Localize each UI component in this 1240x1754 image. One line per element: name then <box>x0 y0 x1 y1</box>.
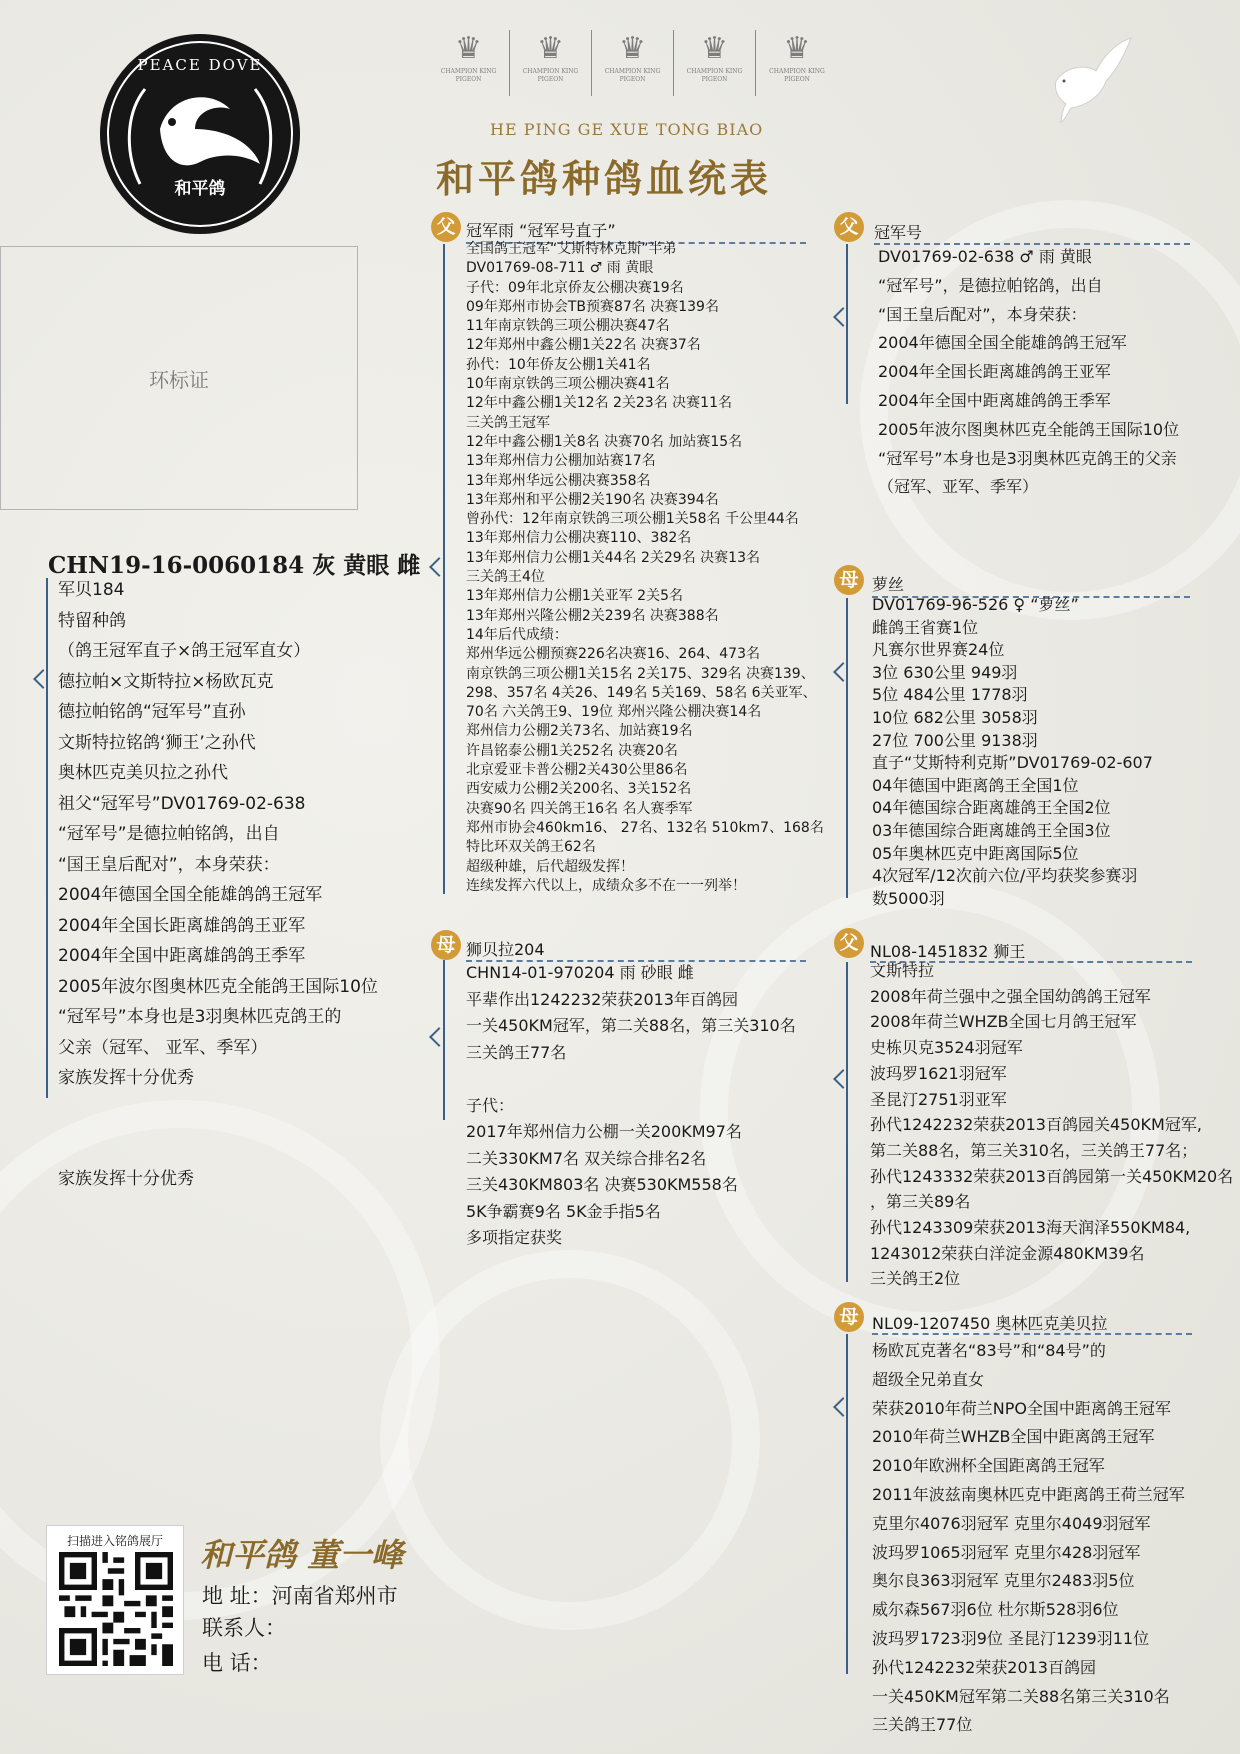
dam-sire-line: 1243012荣获白洋淀金源480KM39名 <box>870 1243 1145 1263</box>
sire-line: 三关鸽王冠军 <box>466 414 550 431</box>
sire-line: 13年郑州兴隆公棚2关239名 决赛388名 <box>466 607 719 624</box>
dam-dam-details <box>872 1337 1185 1740</box>
sire-dam-line: 直子“艾斯特利克斯”DV01769-02-607 <box>872 753 1153 773</box>
sire-dam-line: 雌鸽王省赛1位 <box>872 617 979 637</box>
crown-emblem <box>592 30 674 96</box>
dam-dam-line: 2010年荷兰WHZB全国中距离鸽王冠军 <box>872 1427 1155 1447</box>
dam-dam-line: 波玛罗1065羽冠军 克里尔428羽冠军 <box>872 1542 1141 1562</box>
subject-line: 2005年波尔图奥林匹克全能鸽王国际10位 <box>58 976 378 997</box>
dam-line: 三关鸽王77名 <box>466 1042 567 1062</box>
contact-person: 联系人： <box>202 1616 286 1640</box>
subject-line: 2004年德国全国全能雄鸽鸽王冠军 <box>58 885 323 905</box>
sire-line: 13年郑州信力公棚1关亚军 2关5名 <box>466 588 683 605</box>
sire-line: 全国鸽王冠军“艾斯特林克斯”半弟 <box>466 241 677 257</box>
sire-line: DV01769-08-711 ♂ 雨 黄眼 <box>466 260 654 277</box>
sire-line: 连续发挥六代以上，成绩众多不在一一列举！ <box>466 877 746 894</box>
dam-bracket-chevron <box>429 1027 449 1047</box>
crown-icon: ♛ <box>783 31 811 66</box>
sire-header: 冠军雨 “冠军号直子” <box>466 221 616 240</box>
crown-label: CHAMPION KING PIGEON <box>522 68 579 83</box>
sire-line: 西安威力公棚2关200名、3关152名 <box>466 781 692 798</box>
dam-sire-line: 波玛罗1621羽冠军 <box>870 1063 1007 1083</box>
page-title: 和平鸽种鸽血统表 <box>436 156 773 201</box>
sire-details <box>466 240 824 896</box>
dam-sire-line: 圣昆汀2751羽亚军 <box>870 1089 1007 1109</box>
dam-line: 5K争霸赛9名 5K金手指5名 <box>466 1201 661 1221</box>
sire-sire-badge: 父 <box>834 212 864 242</box>
dam-dam-line: 奥尔良363羽冠军 克里尔2483羽5位 <box>872 1571 1135 1591</box>
sire-line: 南京铁鸽三项公棚1关15名 2关175、329名 决赛139、 <box>466 665 815 682</box>
sire-dam-line: 凡赛尔世界赛24位 <box>872 640 1005 660</box>
sire-badge: 父 <box>431 212 461 242</box>
sire-dam-line: 4次冠军/12次前六位/平均获奖参赛羽 <box>872 866 1138 886</box>
sire-sire-bracket-chevron <box>833 307 853 327</box>
sire-line: 12年郑州中鑫公棚1关22名 决赛37名 <box>466 337 701 354</box>
sire-line: 70名 六关鸽王9、19位 郑州兴隆公棚决赛14名 <box>466 704 762 721</box>
sire-sire-bracket-line <box>846 244 848 404</box>
sire-line: 12年中鑫公棚1关12名 2关23名 决赛11名 <box>466 395 732 412</box>
sire-sire-line: （冠军、亚军、季军） <box>878 477 1039 497</box>
sire-dam-line: 5位 484公里 1778羽 <box>872 685 1028 705</box>
sire-line: 14年后代成绩： <box>466 626 568 643</box>
dam-dam-line: 2011年波兹南奥林匹克中距离鸽王荷兰冠军 <box>872 1484 1185 1504</box>
sire-sire-line: “冠军号”，是德拉帕铭鸽，出自 <box>878 275 1103 295</box>
dam-line: 二关330KM7名 双关综合排名2名 <box>466 1148 707 1168</box>
sire-line: 郑州信力公棚2关73名、加站赛19名 <box>466 723 693 740</box>
qr-code-card[interactable] <box>46 1525 184 1675</box>
dam-sire-line: ，第三关89名 <box>870 1192 971 1212</box>
dam-dam-badge: 母 <box>834 1302 864 1332</box>
dam-dam-line: 克里尔4076羽冠军 克里尔4049羽冠军 <box>872 1513 1151 1533</box>
subject-line: 文斯特拉铭鸽‘狮王’之孙代 <box>58 732 256 753</box>
dam-dam-line: 三关鸽王77位 <box>872 1715 973 1735</box>
sire-dam-line: 04年德国中距离鸽王全国1位 <box>872 775 1079 795</box>
crown-label: CHAMPION KING PIGEON <box>440 68 497 83</box>
sire-line: 北京爱亚卡普公棚2关430公里86名 <box>466 762 688 779</box>
sire-line: 11年南京铁鸽三项公棚决赛47名 <box>466 318 670 335</box>
qr-caption: 扫描进入铭鸽展厅 <box>66 1534 163 1548</box>
sire-dam-line: 03年德国综合距离雄鸽王全国3位 <box>872 820 1111 840</box>
sire-bracket-chevron <box>429 557 449 577</box>
sire-sire-line: “国王皇后配对”，本身荣获： <box>878 304 1087 324</box>
dam-dam-line: 杨欧瓦克著名“83号”和“84号”的 <box>872 1341 1106 1360</box>
dam-dam-line: 荣获2010年荷兰NPO全国中距离鸽王冠军 <box>872 1398 1171 1418</box>
dam-line: 子代： <box>466 1095 515 1115</box>
sire-line: 09年郑州市协会TB预赛87名 决赛139名 <box>466 298 719 315</box>
subject-line: 德拉帕×文斯特拉×杨欧瓦克 <box>58 671 274 692</box>
dam-sire-line: 第二关88名，第三关310名，三关鸽王77名； <box>870 1140 1198 1160</box>
crown-emblem <box>674 30 756 96</box>
subject-line: “冠军号”是德拉帕铭鸽，出自 <box>58 824 280 844</box>
sire-dam-details <box>872 594 1153 910</box>
sire-line: 子代：09年北京侨友公棚决赛19名 <box>466 279 684 296</box>
sire-sire-line: “冠军号”本身也是3羽奥林匹克鸽王的父亲 <box>878 448 1177 468</box>
qr-code-icon <box>59 1552 173 1666</box>
subject-line: “国王皇后配对”，本身荣获： <box>58 854 280 875</box>
dam-line: 一关450KM冠军，第二关88名，第三关310名 <box>466 1016 796 1035</box>
sire-line: 曾孙代：12年南京铁鸽三项公棚1关58名 千公里44名 <box>466 511 799 528</box>
dam-sire-bracket-line <box>846 962 848 1282</box>
sire-sire-line: 2004年德国全国全能雄鸽鸽王冠军 <box>878 333 1127 353</box>
subject-band-code: CHN19-16-0060184 灰 黄眼 雌 <box>48 552 421 579</box>
sire-line: 郑州华远公棚预赛226名决赛16、264、473名 <box>466 646 760 663</box>
sire-line: 超级种雄，后代超级发挥！ <box>466 858 634 875</box>
sire-dam-bracket-line <box>846 598 848 898</box>
crown-emblem <box>756 30 838 96</box>
crown-label: CHAMPION KING PIGEON <box>769 68 825 83</box>
dam-sire-details <box>870 958 1233 1292</box>
dam-sire-line: 孙代1243309荣获2013海天润泽550KM84, <box>870 1218 1191 1238</box>
sire-line: 298、357名 4关26、149名 5关169、58名 6关亚军、 <box>466 684 817 701</box>
dam-sire-line: 孙代1242232荣获2013百鸽园关450KM冠军, <box>870 1115 1202 1135</box>
dam-dam-header: NL09-1207450 奥林匹克美贝拉 <box>872 1314 1108 1333</box>
contact-address: 地 址：河南省郑州市 <box>202 1584 398 1608</box>
sire-dam-line: 数5000羽 <box>872 888 945 908</box>
sire-dam-line: DV01769-96-526 ♀ “萝丝” <box>872 595 1079 614</box>
sire-line: 13年郑州信力公棚决赛110、382名 <box>466 530 692 547</box>
sire-line: 13年郑州华远公棚决赛358名 <box>466 472 651 489</box>
sire-dam-badge: 母 <box>834 565 864 595</box>
subject-bracket-chevron <box>33 669 53 689</box>
sire-sire-line: 2004年全国长距离雄鸽鸽王亚军 <box>878 362 1111 382</box>
sire-dam-line: 27位 700公里 9138羽 <box>872 730 1038 750</box>
dam-dam-line: 2010年欧洲杯全国距离鸽王冠军 <box>872 1456 1105 1476</box>
sire-line: 孙代：10年侨友公棚1关41名 <box>466 356 651 373</box>
sire-line: 13年郑州信力公棚1关44名 2关29名 决赛13名 <box>466 549 760 566</box>
ring-certificate-box <box>0 246 358 510</box>
subject-line: 德拉帕铭鸽“冠军号”直孙 <box>58 702 246 722</box>
crown-label: CHAMPION KING PIGEON <box>604 68 661 83</box>
contact-phone: 电 话： <box>202 1651 272 1675</box>
sire-line: 13年郑州信力公棚加站赛17名 <box>466 453 656 470</box>
crown-icon: ♛ <box>619 31 646 66</box>
dove-icon <box>1036 26 1136 126</box>
dam-sire-line: 三关鸽王2位 <box>870 1269 961 1289</box>
sire-line: 许昌铭泰公棚1关252名 决赛20名 <box>466 742 678 759</box>
breeder-signature: 和平鸽 董一峰 <box>200 1536 404 1574</box>
dam-dam-header-underline <box>872 1327 1192 1335</box>
subject-line: 父亲（冠军、 亚军、季军） <box>58 1037 268 1058</box>
peace-dove-logo <box>100 34 300 234</box>
dam-sire-line: 史栋贝克3524羽冠军 <box>870 1038 1023 1058</box>
dam-line: 2017年郑州信力公棚一关200KM97名 <box>466 1122 742 1141</box>
subject-line: 奥林匹克美贝拉之孙代 <box>58 763 228 783</box>
dam-sire-line: 孙代1243332荣获2013百鸽园第一关450KM20名 <box>870 1166 1234 1186</box>
dam-line: 三关430KM803名 决赛530KM558名 <box>466 1175 738 1194</box>
pinyin-subtitle: HE PING GE XUE TONG BIAO <box>490 120 764 139</box>
sire-dam-line: 04年德国综合距离雄鸽王全国2位 <box>872 798 1111 818</box>
sire-line: 三关鸽王4位 <box>466 569 545 586</box>
sire-sire-line: DV01769-02-638 ♂ 雨 黄眼 <box>878 247 1092 266</box>
sire-dam-bracket-chevron <box>833 662 853 682</box>
sire-dam-header: 萝丝 <box>872 575 905 594</box>
dam-sire-badge: 父 <box>834 928 864 958</box>
dam-dam-line: 一关450KM冠军第二关88名第三关310名 <box>872 1686 1170 1706</box>
crown-icon: ♛ <box>701 31 728 66</box>
sire-sire-details <box>878 243 1179 502</box>
dam-line: CHN14-01-970204 雨 砂眼 雌 <box>466 963 694 982</box>
dam-header: 狮贝拉204 <box>466 940 545 959</box>
dam-dam-line: 孙代1242232荣获2013百鸽园 <box>872 1657 1096 1677</box>
subject-line: 祖父“冠军号”DV01769-02-638 <box>58 793 306 814</box>
crown-emblem <box>510 30 592 96</box>
dam-details <box>466 960 796 1252</box>
sire-sire-line: 2004年全国中距离雄鸽鸽王季军 <box>878 390 1111 410</box>
dam-dam-bracket-chevron <box>833 1397 853 1417</box>
sire-line: 特比环双关鸽王62名 <box>466 839 596 856</box>
subject-line: 军贝184 <box>58 580 125 600</box>
subject-footer-line: 家族发挥十分优秀 <box>58 1169 194 1189</box>
subject-line: “冠军号”本身也是3羽奥林匹克鸽王的 <box>58 1007 342 1027</box>
subject-line: （鸽王冠军直子×鸽王冠军直女） <box>58 641 311 661</box>
dam-line <box>466 1066 796 1093</box>
sire-line: 10年南京铁鸽三项公棚决赛41名 <box>466 376 670 393</box>
dam-dam-bracket-line <box>846 1334 848 1674</box>
logo-top-text: PEACE DOVE <box>137 56 263 74</box>
sire-dam-line: 3位 630公里 949羽 <box>872 662 1018 682</box>
subject-line: 2004年全国长距离雄鸽鸽王亚军 <box>58 915 306 936</box>
sire-line: 12年中鑫公棚1关8名 决赛70名 加站赛15名 <box>466 433 743 450</box>
sire-line: 13年郑州和平公棚2关190名 决赛394名 <box>466 491 719 508</box>
dam-dam-line: 威尔森567羽6位 杜尔斯528羽6位 <box>872 1600 1119 1620</box>
subject-details <box>58 575 378 1094</box>
dam-dam-line: 波玛罗1723羽9位 圣昆汀1239羽11位 <box>872 1628 1150 1648</box>
subject-line: 特留种鸽 <box>58 610 126 631</box>
dam-sire-header: NL08-1451832 狮王 <box>870 942 1026 961</box>
crown-emblem <box>428 30 510 96</box>
dam-sire-line: 2008年荷兰强中之强全国幼鸽鸽王冠军 <box>870 986 1151 1006</box>
dam-badge: 母 <box>431 930 461 960</box>
dam-dam-line: 超级全兄弟直女 <box>872 1369 985 1389</box>
sire-sire-line: 2005年波尔图奥林匹克全能鸽王国际10位 <box>878 419 1180 439</box>
dam-line: 多项指定获奖 <box>466 1228 563 1247</box>
logo-bottom-text: 和平鸽 <box>174 179 226 199</box>
subject-line: 家族发挥十分优秀 <box>58 1068 194 1088</box>
dam-line: 平辈作出1242232荣获2013年百鸽园 <box>466 989 738 1009</box>
crown-emblems <box>428 30 838 96</box>
crown-icon: ♛ <box>537 31 564 66</box>
dam-sire-line: 文斯特拉 <box>870 961 935 980</box>
sire-line: 决赛90名 四关鸽王16名 名人赛季军 <box>466 800 693 817</box>
subject-line: 2004年全国中距离雄鸽鸽王季军 <box>58 946 306 966</box>
sire-line: 郑州市协会460km16、 27名、132名 510km7、168名 <box>466 819 824 836</box>
subject-bracket-line <box>46 578 48 1098</box>
ring-certificate-label: 环标证 <box>149 367 209 392</box>
dam-sire-line: 2008年荷兰WHZB全国七月鸽王冠军 <box>870 1012 1137 1032</box>
sire-sire-header: 冠军号 <box>874 223 923 242</box>
sire-dam-line: 10位 682公里 3058羽 <box>872 707 1038 727</box>
sire-dam-line: 05年奥林匹克中距离国际5位 <box>872 843 1079 863</box>
crown-icon: ♛ <box>455 31 482 66</box>
crown-label: CHAMPION KING PIGEON <box>686 68 743 83</box>
